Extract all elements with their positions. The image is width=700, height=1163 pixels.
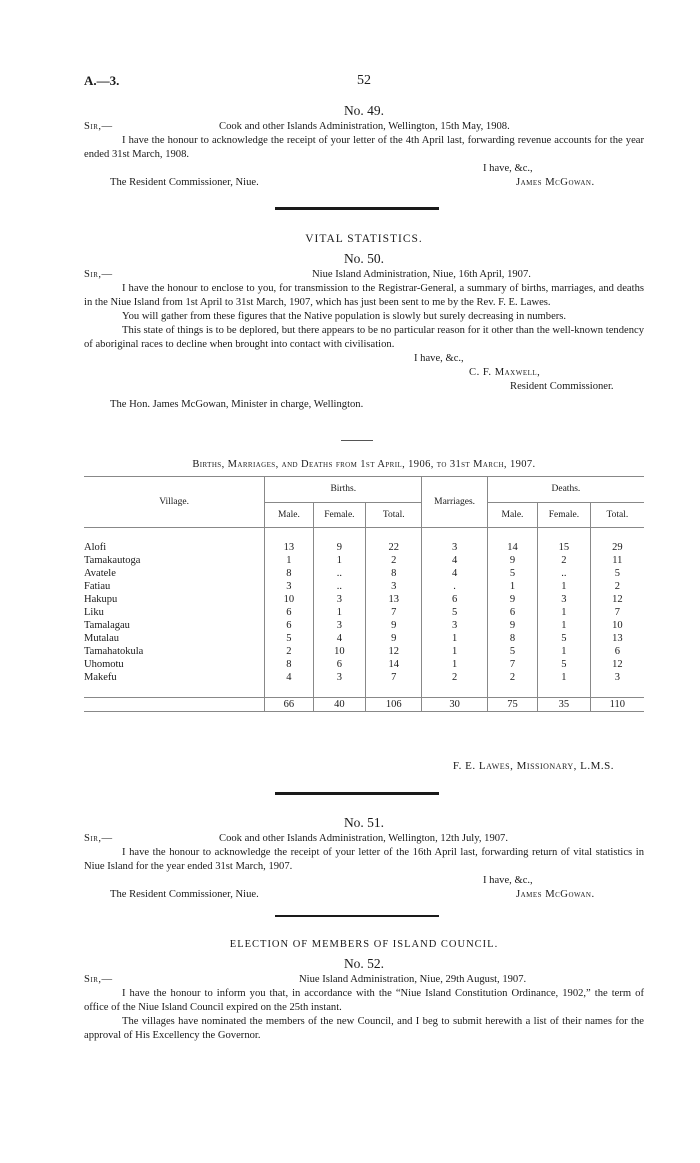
- header-births-total: Total.: [366, 502, 422, 528]
- births-total-cell: 7: [366, 671, 422, 684]
- closing: I have, &c.,: [483, 162, 533, 174]
- total-births-male: 66: [265, 698, 313, 712]
- dateline: Niue Island Administration, Niue, 16th April, 1907.: [312, 268, 531, 280]
- table-row: [84, 619, 644, 632]
- marriages-cell: 5: [422, 606, 487, 619]
- recipient-line: [84, 398, 644, 412]
- table-body: [84, 528, 644, 685]
- births-total-cell: 8: [366, 567, 422, 580]
- page-header: [84, 72, 644, 88]
- births-male-cell: 10: [265, 593, 313, 606]
- table-row: [84, 645, 644, 658]
- marriages-cell: 3: [422, 619, 487, 632]
- letter-number: No. 49.: [343, 103, 385, 118]
- deaths-total-cell: 3: [590, 671, 644, 684]
- section-divider: [275, 207, 439, 210]
- deaths-total-cell: 12: [590, 658, 644, 671]
- births-female-cell: 4: [313, 632, 366, 645]
- section-heading: ELECTION OF MEMBERS OF ISLAND COUNCIL.: [229, 939, 499, 950]
- village-cell: [84, 593, 265, 606]
- village-cell: [84, 671, 265, 684]
- recipient: The Hon. James McGowan, Minister in charge, Wellington.: [110, 398, 364, 410]
- document-reference: A.—3.: [84, 73, 120, 88]
- letter-body: I have the honour to acknowledge the receipt of your letter of the 16th April last, forwarding return of vital statistics in Niue Island for the year ended 31st March, 1907.: [84, 846, 644, 872]
- births-male-cell: 6: [265, 619, 313, 632]
- deaths-female-cell: 5: [538, 632, 591, 645]
- marriages-cell: 1: [422, 632, 487, 645]
- letter-50: [84, 232, 644, 412]
- table-spacer-row: [84, 528, 644, 542]
- letter-paragraph-2: You will gather from these figures that the Native population is slowly but surely decreasing in numbers.: [122, 310, 567, 322]
- village-name: Fatiau: [84, 581, 111, 593]
- village-name: Tamahatokula: [84, 646, 144, 658]
- births-total-cell: 7: [366, 606, 422, 619]
- letter-body: I have the honour to acknowledge the receipt of your letter of the 4th April last, forwarding revenue accounts for the year ended 31st March, 1908.: [84, 134, 644, 160]
- vital-statistics-table: [84, 476, 644, 712]
- closing-line: [84, 874, 644, 888]
- village-cell: [84, 567, 265, 580]
- deaths-male-cell: 8: [487, 632, 537, 645]
- births-female-cell: 3: [313, 619, 366, 632]
- recipient-line: [84, 176, 644, 190]
- village-name: Makefu: [84, 672, 117, 684]
- header-village: Village.: [84, 477, 265, 528]
- births-total-cell: 3: [366, 580, 422, 593]
- header-births-female: Female.: [313, 502, 366, 528]
- marriages-cell: 3: [422, 541, 487, 554]
- signature: C. F. Maxwell,: [469, 366, 541, 378]
- births-female-cell: 1: [313, 606, 366, 619]
- dateline: Cook and other Islands Administration, Wellington, 15th May, 1908.: [219, 120, 510, 132]
- signature: James McGowan.: [516, 176, 595, 188]
- total-deaths-male: 75: [487, 698, 537, 712]
- closing: I have, &c.,: [414, 352, 464, 364]
- section-divider: [275, 915, 439, 917]
- deaths-male-cell: 14: [487, 541, 537, 554]
- village-cell: [84, 619, 265, 632]
- deaths-total-cell: 10: [590, 619, 644, 632]
- header-deaths: Deaths.: [487, 477, 644, 503]
- births-male-cell: 4: [265, 671, 313, 684]
- page-number: 52: [357, 73, 371, 88]
- total-deaths-total: 110: [590, 698, 644, 712]
- total-births-total: 106: [366, 698, 422, 712]
- deaths-total-cell: 6: [590, 645, 644, 658]
- table-row: [84, 593, 644, 606]
- village-name: Hakupu: [84, 594, 118, 606]
- marriages-cell: 6: [422, 593, 487, 606]
- births-female-cell: 9: [313, 541, 366, 554]
- table-row: [84, 658, 644, 671]
- births-total-cell: 22: [366, 541, 422, 554]
- signature-title: Resident Commissioner.: [510, 380, 614, 392]
- births-female-cell: 3: [313, 593, 366, 606]
- village-cell: [84, 645, 265, 658]
- dateline: Niue Island Administration, Niue, 29th August, 1907.: [299, 973, 527, 985]
- births-male-cell: 8: [265, 658, 313, 671]
- births-male-cell: 1: [265, 554, 313, 567]
- births-male-cell: 5: [265, 632, 313, 645]
- header-deaths-female: Female.: [538, 502, 591, 528]
- closing-line: [84, 162, 644, 176]
- recipient: The Resident Commissioner, Niue.: [110, 176, 259, 188]
- births-female-cell: 3: [313, 671, 366, 684]
- deaths-total-cell: 2: [590, 580, 644, 593]
- deaths-male-cell: 2: [487, 671, 537, 684]
- letter-number: No. 50.: [343, 251, 385, 267]
- births-total-cell: 9: [366, 632, 422, 645]
- marriages-cell: 4: [422, 554, 487, 567]
- letter-paragraph-2: The villages have nominated the members of the new Council, and I beg to submit herewith a list of their names for the approval of His Excellency the Governor.: [84, 1015, 644, 1041]
- births-male-cell: 3: [265, 580, 313, 593]
- signature-line: [84, 366, 644, 380]
- deaths-total-cell: 11: [590, 554, 644, 567]
- table-header-row: [84, 477, 644, 503]
- deaths-female-cell: 1: [538, 671, 591, 684]
- header-marriages: Marriages.: [422, 477, 487, 528]
- salutation: Sir,—: [84, 268, 113, 280]
- village-name: Mutalau: [84, 633, 119, 645]
- signature-title-line: [84, 380, 644, 394]
- births-male-cell: 2: [265, 645, 313, 658]
- salutation-line: [84, 268, 644, 282]
- letter-52: [84, 938, 644, 1043]
- table-row: [84, 671, 644, 684]
- header-deaths-total: Total.: [590, 502, 644, 528]
- births-female-cell: 10: [313, 645, 366, 658]
- table-signature: F. E. Lawes, Missionary, L.M.S.: [452, 760, 614, 772]
- salutation-line: [84, 120, 644, 134]
- salutation-line: [84, 832, 644, 846]
- village-name: Tamalagau: [84, 620, 130, 632]
- letter-paragraph-3: This state of things is to be deplored, but there appears to be no particular reason for it other than the well-known tendency of aboriginal races to decline when brought into contact with civilisation.: [84, 324, 644, 350]
- deaths-male-cell: 1: [487, 580, 537, 593]
- deaths-male-cell: 9: [487, 593, 537, 606]
- total-deaths-female: 35: [538, 698, 591, 712]
- village-cell: [84, 554, 265, 567]
- deaths-female-cell: 2: [538, 554, 591, 567]
- deaths-male-cell: 6: [487, 606, 537, 619]
- deaths-female-cell: 15: [538, 541, 591, 554]
- village-name: Liku: [84, 607, 104, 619]
- letter-number: No. 52.: [343, 955, 385, 971]
- births-total-cell: 12: [366, 645, 422, 658]
- village-cell: [84, 632, 265, 645]
- table-total-row: [84, 698, 644, 712]
- births-total-cell: 13: [366, 593, 422, 606]
- letter-number: No. 51.: [343, 815, 385, 830]
- births-female-cell: 1: [313, 554, 366, 567]
- deaths-male-cell: 5: [487, 645, 537, 658]
- letter-49: [84, 102, 644, 190]
- village-cell: [84, 658, 265, 671]
- marriages-cell: 2: [422, 671, 487, 684]
- births-total-cell: 9: [366, 619, 422, 632]
- letter-51: [84, 814, 644, 902]
- marriages-cell: 1: [422, 658, 487, 671]
- table-row: [84, 554, 644, 567]
- deaths-total-cell: 13: [590, 632, 644, 645]
- total-marriages: 30: [422, 698, 487, 712]
- births-male-cell: 8: [265, 567, 313, 580]
- header-births-male: Male.: [265, 502, 313, 528]
- salutation: Sir,—: [84, 832, 113, 844]
- header-births: Births.: [265, 477, 422, 503]
- births-female-cell: 6: [313, 658, 366, 671]
- deaths-total-cell: 29: [590, 541, 644, 554]
- deaths-total-cell: 7: [590, 606, 644, 619]
- section-heading: VITAL STATISTICS.: [305, 233, 423, 245]
- table-title: Births, Marriages, and Deaths from 1st April, 1906, to 31st March, 1907.: [192, 459, 536, 470]
- deaths-male-cell: 9: [487, 619, 537, 632]
- births-male-cell: 13: [265, 541, 313, 554]
- thin-divider: [341, 440, 373, 441]
- total-label-cell: [84, 698, 265, 712]
- table-row: [84, 606, 644, 619]
- deaths-female-cell: 5: [538, 658, 591, 671]
- signature: James McGowan.: [516, 888, 595, 900]
- table-row: [84, 541, 644, 554]
- deaths-female-cell: 1: [538, 606, 591, 619]
- table-spacer-row: [84, 684, 644, 698]
- village-cell: [84, 606, 265, 619]
- deaths-total-cell: 12: [590, 593, 644, 606]
- salutation-line: [84, 973, 644, 987]
- marriages-cell: 1: [422, 645, 487, 658]
- deaths-female-cell: ..: [538, 567, 591, 580]
- closing-line: [84, 352, 644, 366]
- table-row: [84, 580, 644, 593]
- village-name: Alofi: [84, 542, 107, 554]
- header-deaths-male: Male.: [487, 502, 537, 528]
- village-cell: [84, 541, 265, 554]
- deaths-female-cell: 1: [538, 580, 591, 593]
- marriages-cell: 4: [422, 567, 487, 580]
- table-row: [84, 567, 644, 580]
- births-total-cell: 2: [366, 554, 422, 567]
- table-row: [84, 632, 644, 645]
- deaths-female-cell: 1: [538, 619, 591, 632]
- dateline: Cook and other Islands Administration, Wellington, 12th July, 1907.: [219, 832, 508, 844]
- letter-paragraph-1: I have the honour to enclose to you, for transmission to the Registrar-General, a summary of births, marriages, and deaths in the Niue Island from 1st April to 31st March, 1907, which has just been sent to me by the Rev. F. E. Lawes.: [84, 282, 644, 308]
- total-births-female: 40: [313, 698, 366, 712]
- births-female-cell: ..: [313, 580, 366, 593]
- deaths-female-cell: 1: [538, 645, 591, 658]
- births-male-cell: 6: [265, 606, 313, 619]
- salutation: Sir,—: [84, 120, 113, 132]
- section-divider: [275, 792, 439, 795]
- village-name: Uhomotu: [84, 659, 124, 671]
- salutation: Sir,—: [84, 973, 113, 985]
- births-female-cell: ..: [313, 567, 366, 580]
- deaths-total-cell: 5: [590, 567, 644, 580]
- village-name: Tamakautoga: [84, 555, 141, 567]
- births-total-cell: 14: [366, 658, 422, 671]
- deaths-female-cell: 3: [538, 593, 591, 606]
- village-name: Avatele: [84, 568, 116, 580]
- closing: I have, &c.,: [483, 874, 533, 886]
- marriages-cell: .: [422, 580, 487, 593]
- recipient: The Resident Commissioner, Niue.: [110, 888, 259, 900]
- letter-paragraph-1: I have the honour to inform you that, in accordance with the “Niue Island Constitution Ordinance, 1902,” the term of office of the Niue Island Council expired on the 25th instant.: [84, 987, 644, 1013]
- deaths-male-cell: 9: [487, 554, 537, 567]
- deaths-male-cell: 7: [487, 658, 537, 671]
- village-cell: [84, 580, 265, 593]
- deaths-male-cell: 5: [487, 567, 537, 580]
- recipient-line: [84, 888, 644, 902]
